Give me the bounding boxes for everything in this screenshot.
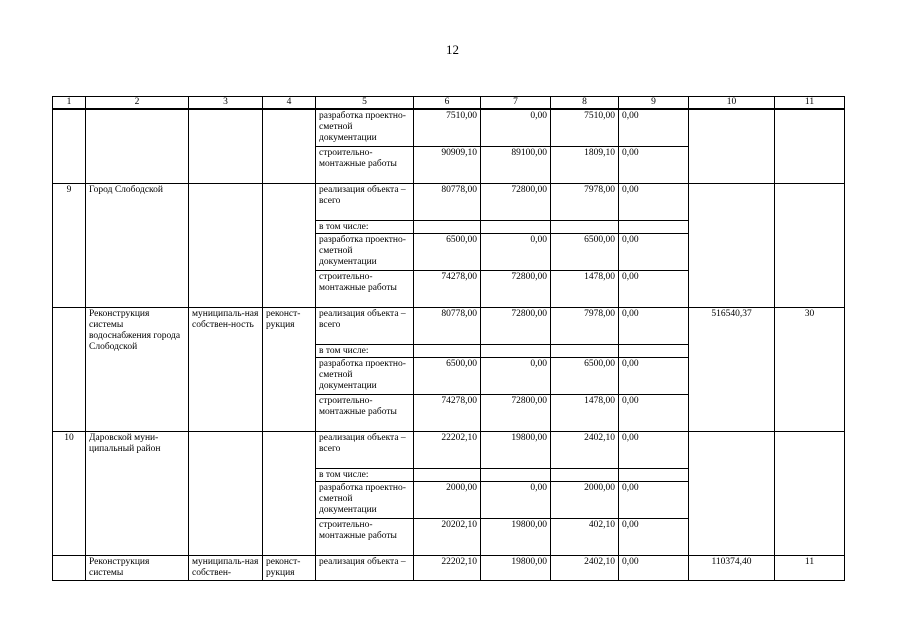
cell-value: 19800,00 bbox=[481, 431, 551, 468]
cell-value: 2402,10 bbox=[551, 555, 619, 580]
cell-value: 90909,10 bbox=[414, 146, 481, 183]
cost-item-label: разработка проектно-сметной документации bbox=[316, 481, 414, 518]
column-number-row bbox=[53, 97, 845, 110]
cost-item-label: в том числе: bbox=[316, 344, 414, 357]
column-number: 10 bbox=[689, 97, 775, 110]
cell-value: 0,00 bbox=[619, 431, 689, 468]
capacity-value: 516540,37 bbox=[689, 307, 775, 431]
column-number: 5 bbox=[316, 97, 414, 110]
cell-value: 7510,00 bbox=[551, 109, 619, 146]
cell-value: 0,00 bbox=[619, 357, 689, 394]
cell-value: 0,00 bbox=[619, 233, 689, 270]
cell-value: 0,00 bbox=[619, 481, 689, 518]
cost-item-label: разработка проектно-сметной документации bbox=[316, 357, 414, 394]
cell-value: 0,00 bbox=[481, 109, 551, 146]
cell-value: 1809,10 bbox=[551, 146, 619, 183]
row-number: 9 bbox=[53, 183, 86, 307]
cell-value: 2000,00 bbox=[414, 481, 481, 518]
column-number: 1 bbox=[53, 97, 86, 110]
project-name: Реконструкция системы водоснабжения города Слободской bbox=[86, 307, 189, 431]
cell-value: 22202,10 bbox=[414, 555, 481, 580]
cell-value: 22202,10 bbox=[414, 431, 481, 468]
cost-item-label: строительно-монтажные работы bbox=[316, 394, 414, 431]
cell-value: 20202,10 bbox=[414, 518, 481, 555]
column-number: 3 bbox=[189, 97, 263, 110]
column-number: 4 bbox=[263, 97, 316, 110]
cost-item-label: строительно-монтажные работы bbox=[316, 518, 414, 555]
cost-item-label: разработка проектно-сметной документации bbox=[316, 233, 414, 270]
municipality-name: Даровской муни-ципальный район bbox=[86, 431, 189, 555]
cell-value: 19800,00 bbox=[481, 555, 551, 580]
table-row bbox=[53, 431, 845, 468]
cell-value: 0,00 bbox=[619, 270, 689, 307]
cell-value: 6500,00 bbox=[414, 233, 481, 270]
cell-value: 19800,00 bbox=[481, 518, 551, 555]
capacity-value: 110374,40 bbox=[689, 555, 775, 580]
cost-item-label: реализация объекта – всего bbox=[316, 307, 414, 344]
page-number: 12 bbox=[446, 42, 459, 57]
column-number: 11 bbox=[775, 97, 845, 110]
cell-value: 0,00 bbox=[481, 481, 551, 518]
cell-value: 402,10 bbox=[551, 518, 619, 555]
cell-value: 89100,00 bbox=[481, 146, 551, 183]
municipality-name: Город Слободской bbox=[86, 183, 189, 307]
table-row bbox=[53, 555, 845, 580]
cost-item-label: в том числе: bbox=[316, 220, 414, 233]
cell-value: 1478,00 bbox=[551, 270, 619, 307]
cell-value: 7510,00 bbox=[414, 109, 481, 146]
cell-value: 1478,00 bbox=[551, 394, 619, 431]
cell-value: 0,00 bbox=[619, 109, 689, 146]
count-value: 11 bbox=[775, 555, 845, 580]
investment-table bbox=[52, 96, 845, 581]
cell-value: 72800,00 bbox=[481, 183, 551, 220]
cell-value: 80778,00 bbox=[414, 183, 481, 220]
cell-value: 2000,00 bbox=[551, 481, 619, 518]
row-number: 10 bbox=[53, 431, 86, 555]
cell-value: 72800,00 bbox=[481, 307, 551, 344]
count-value: 30 bbox=[775, 307, 845, 431]
work-type: реконст-рукция bbox=[263, 555, 316, 580]
column-number: 9 bbox=[619, 97, 689, 110]
ownership-form: муниципаль-ная собствен- bbox=[189, 555, 263, 580]
column-number: 2 bbox=[86, 97, 189, 110]
cell-value: 74278,00 bbox=[414, 270, 481, 307]
cost-item-label: в том числе: bbox=[316, 468, 414, 481]
cell-value: 7978,00 bbox=[551, 307, 619, 344]
cell-value: 0,00 bbox=[619, 518, 689, 555]
cell-value: 0,00 bbox=[619, 183, 689, 220]
project-name: Реконструкция системы bbox=[86, 555, 189, 580]
work-type: реконст-рукция bbox=[263, 307, 316, 431]
cell-value: 6500,00 bbox=[551, 233, 619, 270]
cost-item-label: строительно-монтажные работы bbox=[316, 270, 414, 307]
cell-value: 7978,00 bbox=[551, 183, 619, 220]
cost-item-label: реализация объекта – bbox=[316, 555, 414, 580]
cell-value: 0,00 bbox=[619, 394, 689, 431]
cell-value: 6500,00 bbox=[414, 357, 481, 394]
cell-value: 0,00 bbox=[481, 233, 551, 270]
cell-value: 2402,10 bbox=[551, 431, 619, 468]
cell-value: 72800,00 bbox=[481, 270, 551, 307]
column-number: 6 bbox=[414, 97, 481, 110]
cell-value: 6500,00 bbox=[551, 357, 619, 394]
cell-value: 0,00 bbox=[619, 146, 689, 183]
cost-item-label: реализация объекта – всего bbox=[316, 183, 414, 220]
table-row bbox=[53, 109, 845, 146]
column-number: 7 bbox=[481, 97, 551, 110]
ownership-form: муниципаль-ная собствен-ность bbox=[189, 307, 263, 431]
column-number: 8 bbox=[551, 97, 619, 110]
cost-item-label: разработка проектно-сметной документации bbox=[316, 109, 414, 146]
cell-value: 0,00 bbox=[619, 555, 689, 580]
table-row bbox=[53, 307, 845, 344]
cell-value: 72800,00 bbox=[481, 394, 551, 431]
cell-value: 74278,00 bbox=[414, 394, 481, 431]
cost-item-label: реализация объекта – всего bbox=[316, 431, 414, 468]
cell-value: 80778,00 bbox=[414, 307, 481, 344]
cell-value: 0,00 bbox=[619, 307, 689, 344]
table-row bbox=[53, 183, 845, 220]
cost-item-label: строительно-монтажные работы bbox=[316, 146, 414, 183]
cell-value: 0,00 bbox=[481, 357, 551, 394]
